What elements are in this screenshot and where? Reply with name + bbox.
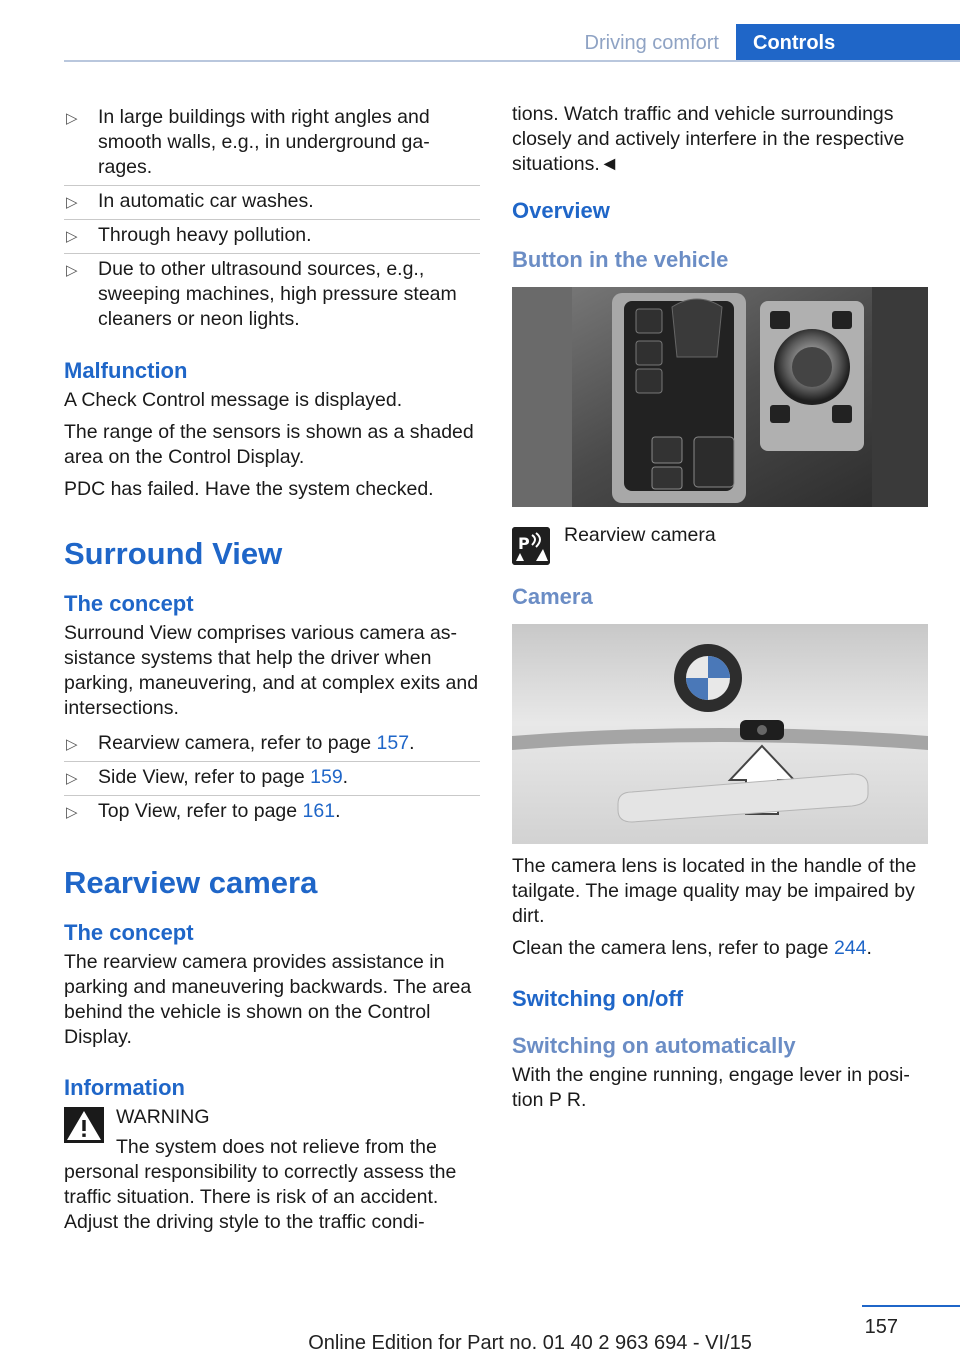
overview-heading: Overview bbox=[512, 198, 610, 223]
header-section: Driving comfort bbox=[584, 32, 719, 54]
malfunction-text-1: A Check Control message is displayed. bbox=[64, 389, 403, 411]
list-item: ▷ Through heavy pollution. bbox=[64, 220, 480, 254]
triangle-bullet-icon: ▷ bbox=[66, 262, 78, 279]
list-item: ▷ Due to other ultrasound sources, e.g., sweeping machines, high pressure steam cleaners or neon lights. bbox=[66, 258, 457, 330]
rearview-concept-text: The rearview camera provides assistance in parking and maneuvering backwards. The area behind the vehicle is shown on the Control Display. bbox=[64, 951, 472, 1048]
button-in-vehicle-heading: Button in the vehicle bbox=[512, 247, 729, 272]
page-link-159[interactable]: 159 bbox=[310, 766, 343, 788]
footer-rule bbox=[862, 1305, 960, 1307]
camera-heading: Camera bbox=[512, 584, 593, 609]
warning-triangle-icon bbox=[64, 1107, 104, 1143]
malfunction-text-3: PDC has failed. Have the system checked. bbox=[64, 478, 434, 500]
left-column bbox=[64, 102, 480, 1242]
rearview-camera-heading: Rearview camera bbox=[64, 865, 318, 900]
camera-location-text: The camera lens is located in the handle of the tailgate. The image quality may be impaired by dirt. bbox=[512, 855, 917, 927]
malfunction-text-2: The range of the sensors is shown as a shaded area on the Control Display. bbox=[64, 421, 474, 468]
header-rule bbox=[64, 60, 960, 62]
surround-concept-text: Surround View comprises various camera as‐sistance systems that help the driver when parking, maneuvering, and at complex exits and intersections. bbox=[64, 622, 479, 719]
page-header bbox=[0, 24, 960, 62]
list-item: ▷ In automatic car washes. bbox=[64, 186, 480, 220]
rearview-camera-button-row bbox=[512, 523, 928, 575]
surround-refs-list bbox=[64, 728, 480, 829]
triangle-bullet-icon: ▷ bbox=[66, 228, 78, 245]
warning-text: The system does not relieve from the personal responsibility to correctly assess the traffic situation. There is risk of an accident. Adjust the driving style to the traffic condi‐ bbox=[64, 1136, 457, 1233]
list-item: ▷ Top View, refer to page 161. bbox=[64, 796, 480, 829]
tailgate-illustration bbox=[512, 624, 928, 844]
rearview-camera-button-label: Rearview camera bbox=[564, 524, 716, 546]
right-column bbox=[512, 102, 928, 1120]
page-link-244[interactable]: 244 bbox=[833, 937, 867, 959]
svg-text:P: P bbox=[518, 534, 530, 553]
page-link-161[interactable]: 161 bbox=[302, 800, 336, 822]
triangle-bullet-icon: ▷ bbox=[66, 804, 78, 821]
information-heading: Information bbox=[64, 1075, 185, 1100]
console-illustration bbox=[512, 287, 928, 507]
footer-edition-text: Online Edition for Part no. 01 40 2 963 694 - VI/15 bbox=[308, 1332, 752, 1354]
switching-auto-text: With the engine running, engage lever in posi‐tion P R. bbox=[512, 1064, 910, 1111]
triangle-bullet-icon: ▷ bbox=[66, 110, 78, 127]
conditions-list bbox=[64, 102, 480, 337]
malfunction-heading: Malfunction bbox=[64, 358, 188, 383]
switching-on-off-heading: Switching on/off bbox=[512, 986, 684, 1011]
triangle-bullet-icon: ▷ bbox=[66, 194, 78, 211]
surround-concept-heading: The concept bbox=[64, 591, 194, 616]
clean-camera-text: Clean the camera lens, refer to page 244. bbox=[512, 937, 872, 959]
rearview-concept-heading: The concept bbox=[64, 920, 194, 945]
surround-view-heading: Surround View bbox=[64, 536, 283, 571]
list-item: ▷ In large buildings with right angles and smooth walls, e.g., in underground ga‐rages. bbox=[64, 102, 480, 186]
triangle-bullet-icon: ▷ bbox=[66, 770, 78, 787]
switching-on-automatically-heading: Switching on automatically bbox=[512, 1033, 796, 1058]
warning-block bbox=[64, 1105, 480, 1130]
warning-title: WARNING bbox=[116, 1106, 210, 1128]
list-item: ▷ Rearview camera, refer to page 157. bbox=[64, 728, 480, 762]
console-photo bbox=[512, 287, 928, 507]
header-chapter-tab: Controls bbox=[736, 24, 960, 62]
rearview-camera-button-icon bbox=[512, 527, 550, 565]
tailgate-camera-photo bbox=[512, 624, 928, 844]
page-number: 157 bbox=[864, 1316, 898, 1338]
list-item: ▷ Side View, refer to page 159. bbox=[64, 762, 480, 796]
warning-continued-text: tions. Watch traffic and vehicle surroundings closely and actively interfere in the respective situations.◄ bbox=[512, 103, 905, 175]
page-link-157[interactable]: 157 bbox=[376, 732, 410, 754]
triangle-bullet-icon: ▷ bbox=[66, 736, 78, 753]
